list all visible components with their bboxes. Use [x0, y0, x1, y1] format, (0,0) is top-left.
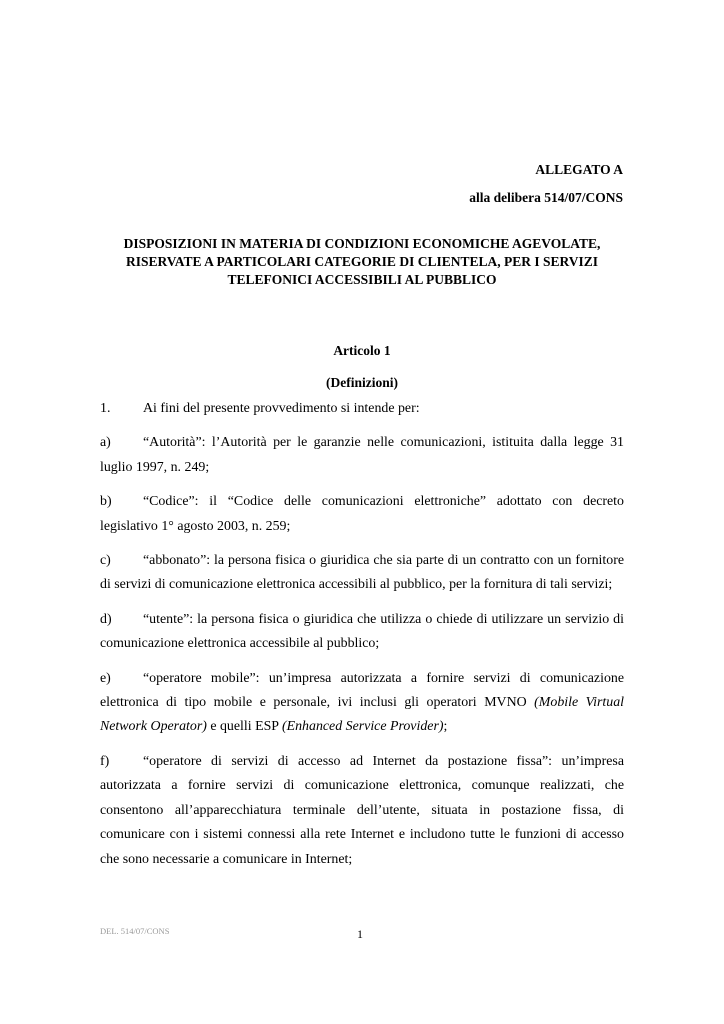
- annex-label: ALLEGATO A: [535, 162, 623, 177]
- article-title: (Definizioni): [326, 375, 398, 390]
- definition-item: [100, 549, 624, 598]
- item-text: ;: [443, 719, 448, 735]
- definition-item: [100, 667, 624, 740]
- item-text: “utente”: la persona fisica o giuridica che utilizza o chiede di utilizzare un servizio di comunicazione elettronica accessibile al pubblico;: [100, 611, 624, 652]
- article-number: Articolo 1: [333, 343, 391, 358]
- article-heading: [100, 335, 624, 399]
- article-body: [100, 397, 624, 882]
- definition-item: [100, 490, 624, 539]
- paragraph-item: [100, 397, 624, 421]
- item-text: e quelli ESP: [206, 719, 282, 735]
- item-label: 1.: [100, 401, 111, 416]
- item-text: “operatore di servizi di accesso ad Internet da postazione fissa”: un’impresa autorizzata a fornire servizi di comunicazione elettronica, comunque realizzati, che consentono all’apparecchiatura terminale dell’utente, situata in postazione fissa, di comunicare con i sistemi connessi alla rete Internet e includono tutte le funzioni di accesso che sono necessarie a comunicare in Internet;: [100, 753, 624, 867]
- item-text: “abbonato”: la persona fisica o giuridica che sia parte di un contratto con un fornitore di servizi di comunicazione elettronica accessibili al pubblico, per la fornitura di tali servizi;: [100, 553, 624, 593]
- title-line-1: DISPOSIZIONI IN MATERIA DI CONDIZIONI ECONOMICHE AGEVOLATE,: [123, 236, 601, 251]
- definition-item: [100, 750, 624, 872]
- item-label: b): [100, 494, 112, 510]
- annex-header: [469, 156, 623, 212]
- title-line-2: RISERVATE A PARTICOLARI CATEGORIE DI CLIENTELA, PER I SERVIZI: [125, 254, 599, 269]
- definition-item: [100, 431, 624, 480]
- footer-reference: DEL. 514/07/CONS: [100, 926, 170, 936]
- item-text: “Autorità”: l’Autorità per le garanzie nelle comunicazioni, istituita dalla legge 31 luglio 1997, n. 249;: [100, 435, 624, 475]
- item-label: a): [100, 435, 111, 451]
- title-line-3: TELEFONICI ACCESSIBILI AL PUBBLICO: [227, 272, 497, 287]
- item-label: e): [100, 670, 111, 686]
- item-text: “Codice”: il “Codice delle comunicazioni elettroniche” adottato con decreto legislativo 1° agosto 2003, n. 259;: [100, 494, 624, 534]
- page-number: 1: [357, 927, 363, 941]
- document-title: [100, 235, 624, 289]
- deliberation-reference: alla delibera 514/07/CONS: [469, 190, 623, 205]
- item-text: Ai fini del presente provvedimento si intende per:: [143, 401, 420, 416]
- item-label: d): [100, 611, 112, 627]
- item-label: c): [100, 553, 111, 569]
- item-text-italic: (Mobile Virtual Network Operator): [100, 695, 624, 735]
- definition-item: [100, 608, 624, 657]
- item-label: f): [100, 753, 110, 769]
- item-text: “operatore mobile”: un’impresa autorizzata a fornire servizi di comunicazione elettronica di tipo mobile e personale, ivi inclusi gli operatori MVNO: [100, 670, 624, 711]
- item-text-italic: (Enhanced Service Provider): [282, 719, 444, 735]
